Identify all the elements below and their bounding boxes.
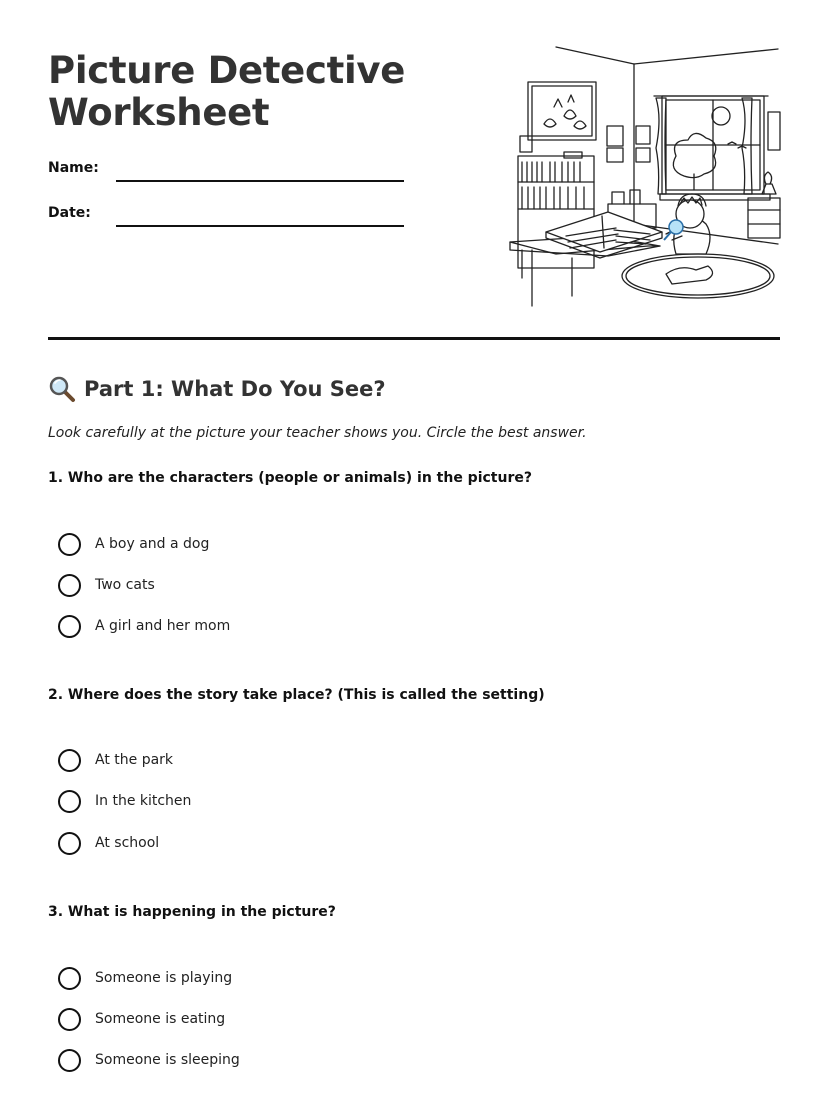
- answer-circle[interactable]: [58, 1008, 81, 1031]
- boy-reading-illustration: [506, 44, 782, 312]
- date-label: Date:: [48, 205, 91, 221]
- question-2-option-3[interactable]: [58, 831, 159, 855]
- option-label: At school: [95, 835, 160, 851]
- answer-circle[interactable]: [58, 533, 81, 556]
- answer-circle[interactable]: [58, 749, 81, 772]
- option-label: Two cats: [95, 577, 155, 593]
- part-1-title: Part 1: What Do You See?: [84, 377, 386, 401]
- instructions-text: Look carefully at the picture your teacher shows you. Circle the best answer.: [48, 425, 587, 441]
- date-field[interactable]: [116, 225, 404, 227]
- title-line-2: Worksheet: [48, 91, 270, 134]
- magnifying-glass-icon: [48, 375, 76, 403]
- question-1-option-2[interactable]: [58, 573, 155, 597]
- option-label: Someone is eating: [95, 1011, 226, 1027]
- answer-circle[interactable]: [58, 790, 81, 813]
- answer-circle[interactable]: [58, 574, 81, 597]
- answer-circle[interactable]: [58, 1049, 81, 1072]
- question-1-option-1[interactable]: [58, 532, 209, 556]
- part-1-heading: [48, 374, 386, 404]
- question-2-option-1[interactable]: [58, 748, 173, 772]
- name-field[interactable]: [116, 180, 404, 182]
- question-1: 1. Who are the characters (people or animals) in the picture?: [48, 470, 532, 486]
- question-3-option-2[interactable]: [58, 1007, 225, 1031]
- question-2: 2. Where does the story take place? (This is called the setting): [48, 687, 545, 703]
- option-label: A boy and a dog: [95, 536, 210, 552]
- option-label: In the kitchen: [95, 793, 192, 809]
- question-3-option-1[interactable]: [58, 966, 232, 990]
- question-3-option-3[interactable]: [58, 1048, 240, 1072]
- answer-circle[interactable]: [58, 967, 81, 990]
- option-label: Someone is playing: [95, 970, 233, 986]
- option-label: Someone is sleeping: [95, 1052, 240, 1068]
- question-1-option-3[interactable]: [58, 614, 230, 638]
- question-2-option-2[interactable]: [58, 789, 191, 813]
- answer-circle[interactable]: [58, 615, 81, 638]
- option-label: At the park: [95, 752, 174, 768]
- page-title: [48, 50, 468, 134]
- name-label: Name:: [48, 160, 99, 176]
- section-divider: [48, 337, 780, 340]
- answer-circle[interactable]: [58, 832, 81, 855]
- title-line-1: Picture Detective: [48, 49, 405, 92]
- option-label: A girl and her mom: [95, 618, 231, 634]
- question-3: 3. What is happening in the picture?: [48, 904, 336, 920]
